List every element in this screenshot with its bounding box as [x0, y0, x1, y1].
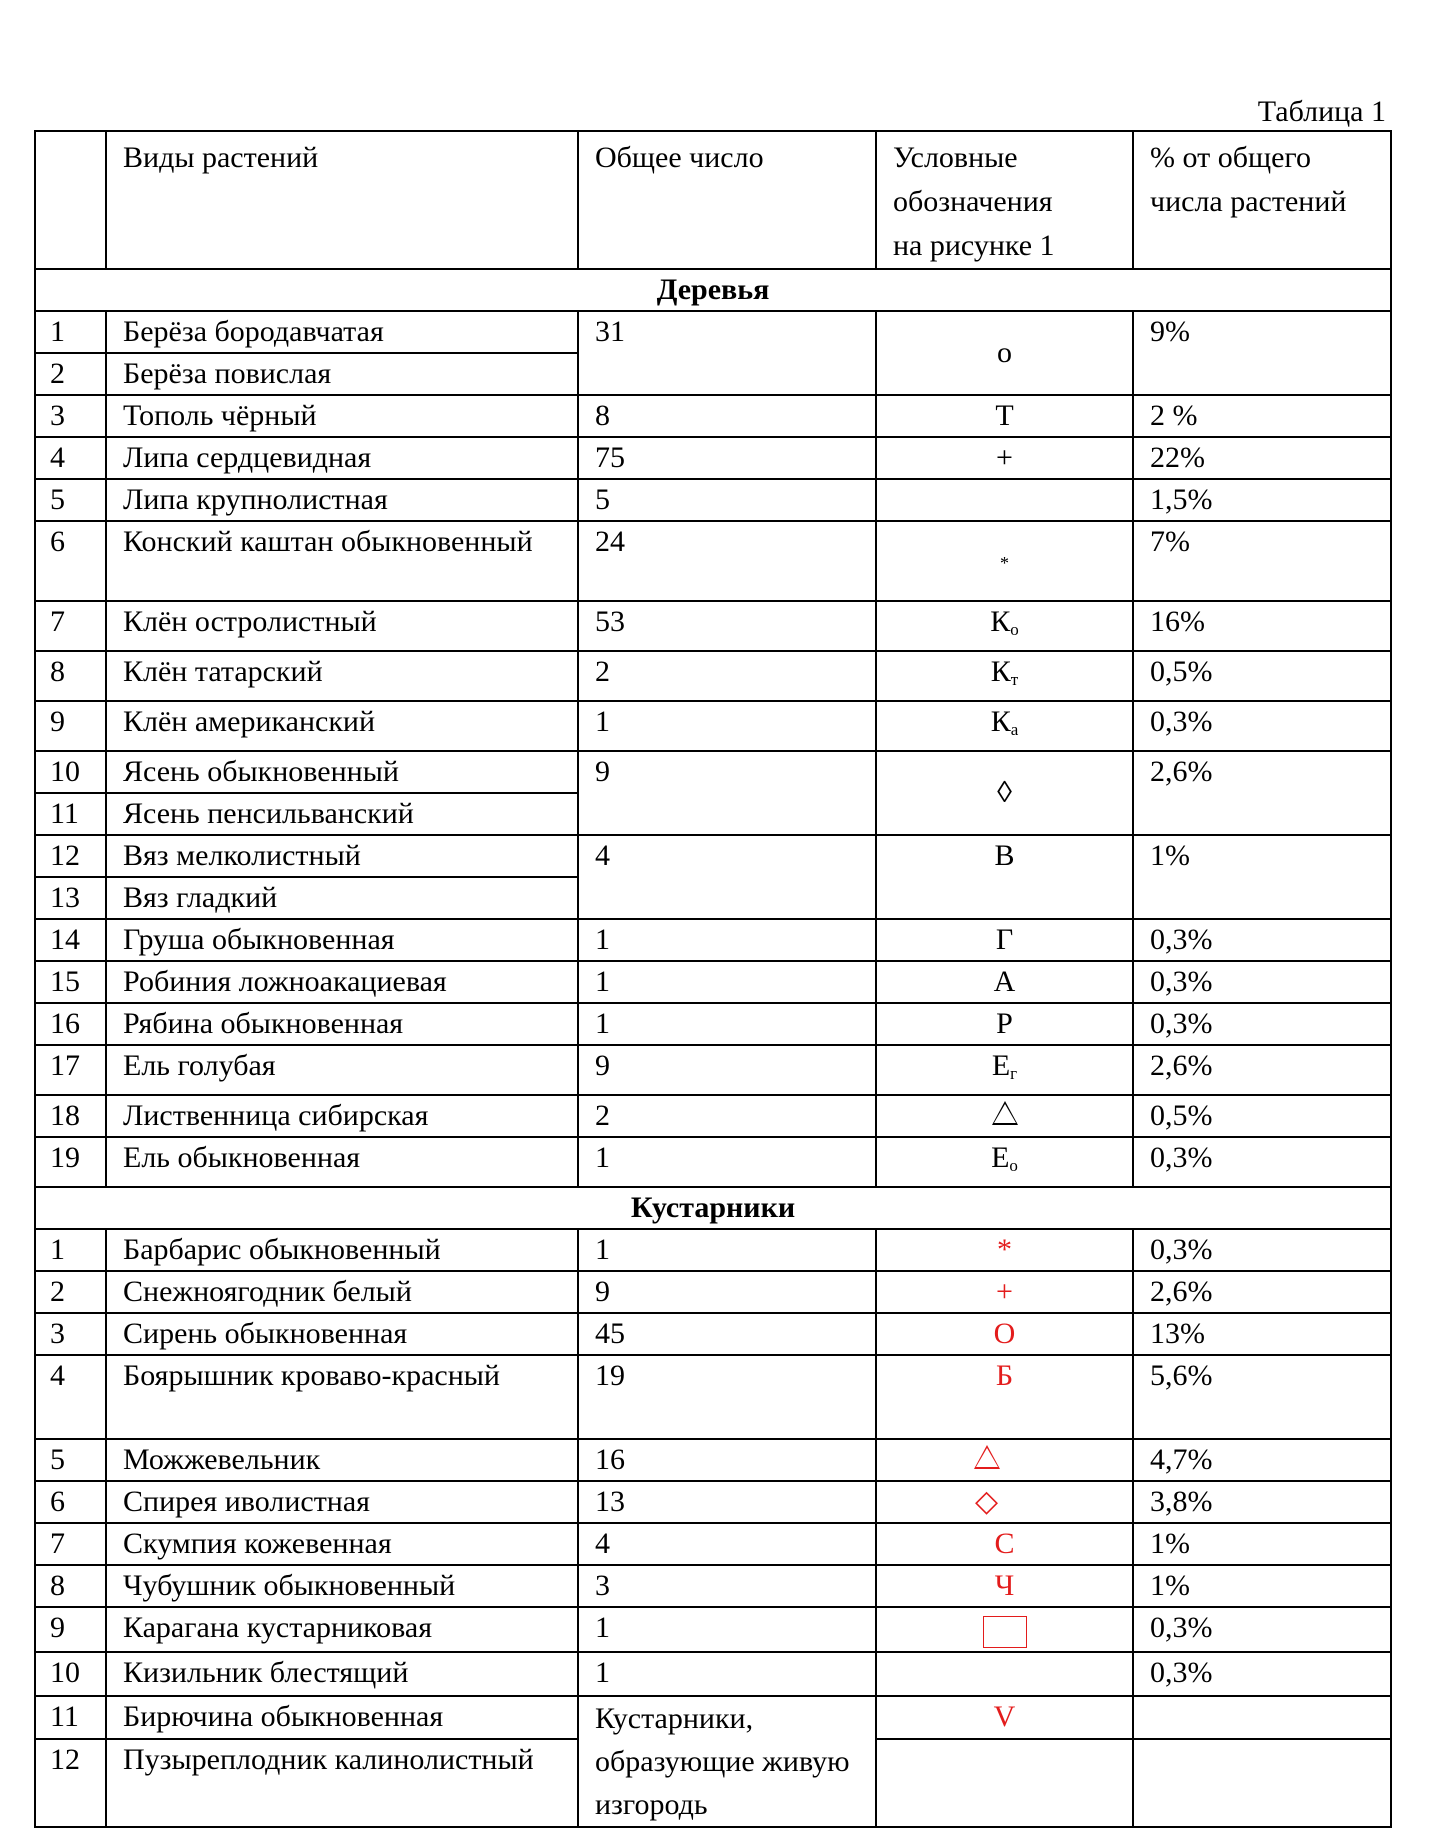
species-name: Скумпия кожевенная: [106, 1523, 578, 1565]
row-number: 1: [35, 311, 106, 353]
section-shrubs-title: Кустарники: [35, 1187, 1391, 1229]
species-percent: 9%: [1133, 311, 1391, 395]
table-row: [35, 961, 1391, 1003]
table-row: [35, 395, 1391, 437]
row-number: 9: [35, 1607, 106, 1652]
table-row: [35, 521, 1391, 601]
species-symbol: о: [876, 311, 1133, 395]
row-number: 17: [35, 1045, 106, 1095]
header-symbol: Условные обозначения на рисунке 1: [876, 131, 1133, 269]
header-num: [35, 131, 106, 269]
species-percent: 0,3%: [1133, 1652, 1391, 1696]
row-number: 9: [35, 701, 106, 751]
row-number: 12: [35, 835, 106, 877]
table-row: [35, 311, 1391, 353]
species-percent: 1%: [1133, 1565, 1391, 1607]
species-name: Ясень обыкновенный: [106, 751, 578, 793]
header-percent: % от общего числа растений: [1133, 131, 1391, 269]
species-name: Вяз мелколистный: [106, 835, 578, 877]
row-number: 4: [35, 1355, 106, 1439]
row-number: 8: [35, 651, 106, 701]
table-row: [35, 701, 1391, 751]
row-number: 5: [35, 1439, 106, 1481]
triangle-icon: [992, 1101, 1018, 1125]
species-name: Боярышник кроваво-красный: [106, 1355, 578, 1439]
row-number: 15: [35, 961, 106, 1003]
lozenge-icon: ◊: [997, 776, 1012, 809]
row-number: 2: [35, 353, 106, 395]
species-percent: 0,3%: [1133, 1607, 1391, 1652]
table-row: [35, 1045, 1391, 1095]
species-percent: 3,8%: [1133, 1481, 1391, 1523]
species-percent: [1133, 1739, 1391, 1827]
row-number: 18: [35, 1095, 106, 1137]
species-name: Спирея иволистная: [106, 1481, 578, 1523]
header-total: Общее число: [578, 131, 876, 269]
species-count: 9: [578, 1271, 876, 1313]
species-symbol: В: [876, 835, 1133, 919]
species-name: Берёза повислая: [106, 353, 578, 395]
table-row: [35, 437, 1391, 479]
species-name: Чубушник обыкновенный: [106, 1565, 578, 1607]
species-name: Пузыреплодник калинолистный: [106, 1739, 578, 1827]
table-row: [35, 1652, 1391, 1696]
species-count: 4: [578, 835, 876, 919]
species-name: Липа крупнолистная: [106, 479, 578, 521]
section-trees-title: Деревья: [35, 269, 1391, 311]
species-name: Робиния ложноакациевая: [106, 961, 578, 1003]
species-name: Карагана кустарниковая: [106, 1607, 578, 1652]
table-row: [35, 1439, 1391, 1481]
species-symbol: [876, 1607, 1133, 1652]
species-percent: 4,7%: [1133, 1439, 1391, 1481]
species-count: 1: [578, 1652, 876, 1696]
row-number: 3: [35, 395, 106, 437]
species-name: Клён американский: [106, 701, 578, 751]
row-number: 2: [35, 1271, 106, 1313]
species-name: Груша обыкновенная: [106, 919, 578, 961]
species-symbol: Б: [876, 1355, 1133, 1439]
species-name: Ясень пенсильванский: [106, 793, 578, 835]
species-count: 1: [578, 961, 876, 1003]
table-row: [35, 1095, 1391, 1137]
asterisk-icon: *: [1000, 552, 1009, 573]
species-symbol: [876, 479, 1133, 521]
species-symbol: [876, 1095, 1133, 1137]
species-symbol: V: [876, 1696, 1133, 1739]
species-count: 5: [578, 479, 876, 521]
species-name: Можжевельник: [106, 1439, 578, 1481]
species-name: Снежноягодник белый: [106, 1271, 578, 1313]
species-count: 9: [578, 1045, 876, 1095]
species-count: 75: [578, 437, 876, 479]
species-symbol: [876, 1481, 1133, 1523]
species-percent: 13%: [1133, 1313, 1391, 1355]
species-symbol: С: [876, 1523, 1133, 1565]
table-row: [35, 1355, 1391, 1439]
species-count: 1: [578, 1607, 876, 1652]
species-percent: 1,5%: [1133, 479, 1391, 521]
row-number: 10: [35, 751, 106, 793]
species-count: 2: [578, 651, 876, 701]
species-name: Барбарис обыкновенный: [106, 1229, 578, 1271]
species-percent: 0,3%: [1133, 961, 1391, 1003]
species-symbol: +: [876, 437, 1133, 479]
species-name: Ель обыкновенная: [106, 1137, 578, 1187]
row-number: 7: [35, 1523, 106, 1565]
species-symbol: Р: [876, 1003, 1133, 1045]
species-percent: 1%: [1133, 1523, 1391, 1565]
header-species: Виды растений: [106, 131, 578, 269]
section-trees-row: [35, 269, 1391, 311]
species-symbol: $К_т$: [876, 651, 1133, 701]
species-percent: 2 %: [1133, 395, 1391, 437]
species-symbol: +: [876, 1271, 1133, 1313]
row-number: 12: [35, 1739, 106, 1827]
species-name: Кизильник блестящий: [106, 1652, 578, 1696]
plant-species-table: [34, 130, 1392, 1828]
species-symbol: А: [876, 961, 1133, 1003]
species-count: 45: [578, 1313, 876, 1355]
diamond-icon: ◇: [974, 1485, 999, 1518]
table-row: [35, 1271, 1391, 1313]
species-name: Вяз гладкий: [106, 877, 578, 919]
species-percent: 2,6%: [1133, 751, 1391, 835]
species-name: Лиственница сибирская: [106, 1095, 578, 1137]
species-symbol: Г: [876, 919, 1133, 961]
species-name: Клён остролистный: [106, 601, 578, 651]
triangle-icon: [974, 1445, 1000, 1469]
species-symbol: [876, 1652, 1133, 1696]
row-number: 11: [35, 1696, 106, 1739]
row-number: 11: [35, 793, 106, 835]
species-percent: [1133, 1696, 1391, 1739]
table-caption: Таблица 1: [1257, 95, 1386, 128]
species-percent: 2,6%: [1133, 1045, 1391, 1095]
species-name: Липа сердцевидная: [106, 437, 578, 479]
row-number: 8: [35, 1565, 106, 1607]
species-count: 2: [578, 1095, 876, 1137]
species-count: 8: [578, 395, 876, 437]
species-percent: 16%: [1133, 601, 1391, 651]
table-row: [35, 1003, 1391, 1045]
species-count: 16: [578, 1439, 876, 1481]
species-count: 3: [578, 1565, 876, 1607]
row-number: 6: [35, 1481, 106, 1523]
table-row: [35, 1565, 1391, 1607]
species-count: 31: [578, 311, 876, 395]
species-count: 1: [578, 701, 876, 751]
species-count: 24: [578, 521, 876, 601]
species-count: 1: [578, 1137, 876, 1187]
species-symbol: Ч: [876, 1565, 1133, 1607]
species-percent: 7%: [1133, 521, 1391, 601]
species-percent: 22%: [1133, 437, 1391, 479]
species-name: Рябина обыкновенная: [106, 1003, 578, 1045]
row-number: 16: [35, 1003, 106, 1045]
species-name: Берёза бородавчатая: [106, 311, 578, 353]
species-count: 13: [578, 1481, 876, 1523]
section-shrubs-row: [35, 1187, 1391, 1229]
species-symbol: [876, 751, 1133, 835]
table-row: [35, 1313, 1391, 1355]
species-symbol: $Е_г$: [876, 1045, 1133, 1095]
table-row: [35, 1523, 1391, 1565]
species-percent: 0,3%: [1133, 701, 1391, 751]
species-count: 19: [578, 1355, 876, 1439]
table-row: [35, 1137, 1391, 1187]
species-count: 53: [578, 601, 876, 651]
table-row: [35, 919, 1391, 961]
species-percent: 2,6%: [1133, 1271, 1391, 1313]
row-number: 10: [35, 1652, 106, 1696]
species-symbol: Т: [876, 395, 1133, 437]
table-row: [35, 1607, 1391, 1652]
row-number: 13: [35, 877, 106, 919]
table-row: [35, 1696, 1391, 1739]
table-row: [35, 751, 1391, 793]
species-symbol: $К_а$: [876, 701, 1133, 751]
species-percent: 0,3%: [1133, 1137, 1391, 1187]
species-percent: 5,6%: [1133, 1355, 1391, 1439]
species-percent: 0,5%: [1133, 651, 1391, 701]
row-number: 1: [35, 1229, 106, 1271]
species-symbol: [876, 1739, 1133, 1827]
species-count: Кустарники, образующие живую изгородь: [578, 1696, 876, 1827]
species-count: 1: [578, 1003, 876, 1045]
table-row: [35, 1229, 1391, 1271]
row-number: 6: [35, 521, 106, 601]
species-name: Тополь чёрный: [106, 395, 578, 437]
species-percent: 1%: [1133, 835, 1391, 919]
header-row: [35, 131, 1391, 269]
species-symbol: [876, 1439, 1133, 1481]
species-symbol: О: [876, 1313, 1133, 1355]
species-name: Ель голубая: [106, 1045, 578, 1095]
species-symbol: $Е_о$: [876, 1137, 1133, 1187]
row-number: 4: [35, 437, 106, 479]
table-row: [35, 835, 1391, 877]
species-count: 1: [578, 1229, 876, 1271]
table-row: [35, 601, 1391, 651]
table-row: [35, 1481, 1391, 1523]
species-count: 9: [578, 751, 876, 835]
species-symbol: [876, 521, 1133, 601]
table-row: [35, 479, 1391, 521]
species-name: Клён татарский: [106, 651, 578, 701]
row-number: 5: [35, 479, 106, 521]
species-name: Сирень обыкновенная: [106, 1313, 578, 1355]
row-number: 3: [35, 1313, 106, 1355]
species-symbol: $К_о$: [876, 601, 1133, 651]
species-percent: 0,3%: [1133, 919, 1391, 961]
row-number: 7: [35, 601, 106, 651]
species-percent: 0,5%: [1133, 1095, 1391, 1137]
table-row: [35, 651, 1391, 701]
species-name: Конский каштан обыкновенный: [106, 521, 578, 601]
species-percent: 0,3%: [1133, 1229, 1391, 1271]
species-name: Бирючина обыкновенная: [106, 1696, 578, 1739]
species-count: 1: [578, 919, 876, 961]
row-number: 14: [35, 919, 106, 961]
species-count: 4: [578, 1523, 876, 1565]
rectangle-icon: [983, 1616, 1027, 1648]
species-percent: 0,3%: [1133, 1003, 1391, 1045]
species-symbol: *: [876, 1229, 1133, 1271]
row-number: 19: [35, 1137, 106, 1187]
